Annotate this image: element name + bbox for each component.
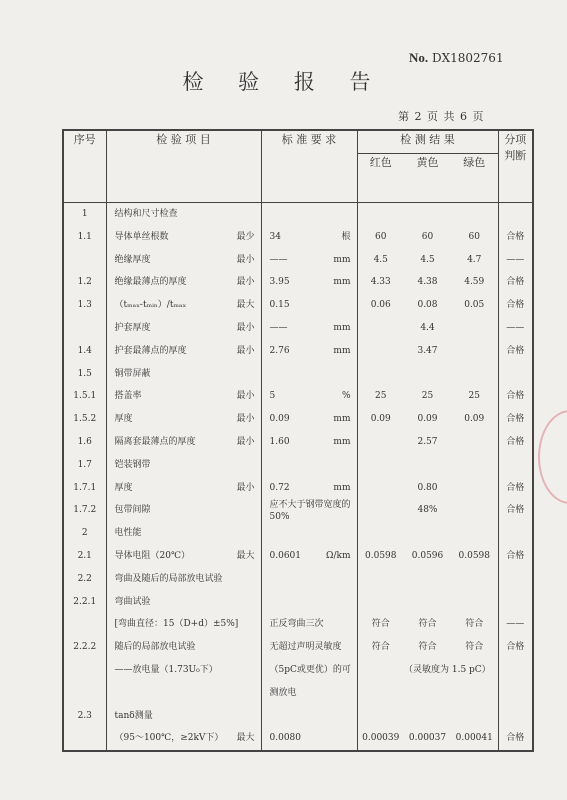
unit-label: mm <box>333 277 351 288</box>
table-cell-item <box>107 454 261 477</box>
table-cell-y <box>404 705 451 728</box>
table-cell-no <box>64 249 106 272</box>
item-label: tanδ测量 <box>114 710 153 721</box>
item-label: 电性能 <box>114 528 142 539</box>
unit-label: mm <box>333 345 351 356</box>
table-cell-j <box>499 363 533 386</box>
table-cell-item <box>107 568 261 591</box>
table-cell-j: 合格 <box>506 482 525 493</box>
table-cell-no: 1.7 <box>77 459 92 470</box>
table-cell-r <box>358 659 405 682</box>
table-cell-no <box>64 659 106 682</box>
std-value: 0.0601 <box>269 550 301 561</box>
table-cell-item <box>107 682 261 705</box>
table-cell-std <box>262 727 357 750</box>
header-red: 红色 <box>357 154 404 203</box>
table-cell-no: 2 <box>81 528 88 539</box>
table-cell-g: 0.0598 <box>458 550 490 561</box>
table-cell-y <box>404 203 451 226</box>
unit-label: Ω/km <box>326 550 351 561</box>
table-cell-no <box>64 613 106 636</box>
table-cell-r <box>358 317 405 340</box>
table-cell-y: 4.38 <box>417 277 438 288</box>
table-cell-std <box>262 226 357 249</box>
table-cell-y <box>404 591 451 614</box>
table-cell-g: 4.59 <box>464 277 485 288</box>
table-cell-r <box>358 522 405 545</box>
table-cell-item <box>107 659 261 682</box>
table-cell-y: 48% <box>417 505 438 516</box>
table-cell-std <box>262 659 357 682</box>
item-label: ——放电量（1.73U₀下） <box>114 664 218 675</box>
table-cell-g <box>451 591 498 614</box>
limit-label: 最大 <box>236 550 255 561</box>
table-cell-std <box>262 408 357 431</box>
header-green: 绿色 <box>451 154 498 203</box>
table-cell-g: 0.05 <box>464 300 485 311</box>
item-label: 随后的局部放电试验 <box>114 642 196 653</box>
unit-label: 根 <box>341 231 351 242</box>
std-value: 无超过声明灵敏度 <box>269 642 342 653</box>
table-cell-j <box>499 591 533 614</box>
table-cell-std <box>262 522 357 545</box>
table-cell-j <box>499 203 533 226</box>
table-cell-y <box>404 454 451 477</box>
table-cell-y: 0.09 <box>417 414 438 425</box>
table-cell-item <box>107 499 261 522</box>
table-cell-no: 2.2.1 <box>73 596 97 607</box>
table-cell-j <box>499 522 533 545</box>
limit-label: 最小 <box>236 254 255 265</box>
table-cell-g <box>451 431 498 454</box>
item-label: 护套厚度 <box>114 322 151 333</box>
item-label: 搭盖率 <box>114 391 142 402</box>
table-cell-std <box>262 203 357 226</box>
table-cell-y: 4.4 <box>420 322 435 333</box>
table-cell-y: 3.47 <box>417 345 438 356</box>
table-cell-y <box>404 682 451 705</box>
table-cell-g: 0.00041 <box>455 733 493 744</box>
limit-label: 最小 <box>236 391 255 402</box>
table-cell-g <box>451 317 498 340</box>
report-number: No. DX1802761 <box>409 50 504 65</box>
table-cell-item <box>107 408 261 431</box>
table-cell-g: 60 <box>468 231 480 242</box>
std-value: 测放电 <box>269 687 297 698</box>
table-cell-std <box>262 613 357 636</box>
item-label: 厚度 <box>114 482 133 493</box>
table-cell-r <box>358 431 405 454</box>
table-cell-std <box>262 454 357 477</box>
table-cell-r: 0.00039 <box>362 733 400 744</box>
item-label: 包带间隙 <box>114 505 151 516</box>
unit-label: % <box>341 391 351 402</box>
table-cell-item <box>107 249 261 272</box>
table-cell-j: 合格 <box>506 231 525 242</box>
table-cell-item <box>107 385 261 408</box>
table-cell-r <box>358 477 405 500</box>
table-cell-item <box>107 613 261 636</box>
table-cell-r <box>358 682 405 705</box>
limit-label: 最小 <box>236 277 255 288</box>
limit-label: 最小 <box>236 414 255 425</box>
table-cell-std <box>262 545 357 568</box>
table-cell-j: 合格 <box>506 550 525 561</box>
table-cell-r: 符合 <box>371 642 390 653</box>
table-cell-y <box>404 568 451 591</box>
table-cell-std <box>262 477 357 500</box>
item-label: 铜带屏蔽 <box>114 368 151 379</box>
table-cell-g: 25 <box>468 391 480 402</box>
unit-label: mm <box>333 414 351 425</box>
table-cell-no: 1.2 <box>77 277 92 288</box>
table-cell-y: 4.5 <box>420 254 435 265</box>
table-cell-y <box>404 363 451 386</box>
table-cell-j: —— <box>506 619 525 630</box>
table-cell-item <box>107 727 261 750</box>
table-cell-j: 合格 <box>506 642 525 653</box>
table-cell-item <box>107 545 261 568</box>
table-cell-y: 0.0596 <box>411 550 444 561</box>
table-cell-y: 符合 <box>418 619 437 630</box>
table-cell-g: 4.7 <box>467 254 482 265</box>
table-cell-y: 0.00037 <box>408 733 447 744</box>
table-cell-no: 1.7.1 <box>73 482 97 493</box>
table-cell-g: 符合 <box>465 642 484 653</box>
std-value: 应不大于钢带宽度的50% <box>269 500 351 523</box>
table-cell-std <box>262 249 357 272</box>
table-cell-std <box>262 705 357 728</box>
table-cell-item <box>107 522 261 545</box>
std-value: 5 <box>269 391 276 402</box>
header-result: 检 测 结 果 <box>357 130 498 154</box>
std-value: 3.95 <box>269 277 290 288</box>
table-cell-no: 1.3 <box>77 300 92 311</box>
seal-stamp <box>538 410 567 504</box>
limit-label: 最小 <box>236 345 255 356</box>
table-cell-j <box>499 682 533 705</box>
table-cell-g <box>451 568 498 591</box>
item-label: 弯曲及随后的局部放电试验 <box>114 573 223 584</box>
std-value: 1.60 <box>269 436 290 447</box>
table-cell-item <box>107 636 261 659</box>
table-cell-j <box>499 659 533 682</box>
table-cell-item <box>107 294 261 317</box>
table-cell-std <box>262 431 357 454</box>
table-cell-g <box>451 499 498 522</box>
table-cell-item <box>107 317 261 340</box>
header-item: 检 验 项 目 <box>106 130 261 203</box>
table-cell-r: 25 <box>375 391 387 402</box>
header-yellow: 黄色 <box>404 154 451 203</box>
table-cell-std <box>262 636 357 659</box>
table-cell-j: 合格 <box>506 300 525 311</box>
table-cell-no: 1 <box>81 209 88 219</box>
table-cell-std <box>262 363 357 386</box>
table-cell-no: 1.4 <box>77 345 92 356</box>
page-title: 检 验 报 告 <box>182 70 385 94</box>
table-cell-g <box>451 454 498 477</box>
table-cell-item <box>107 271 261 294</box>
table-cell-j: —— <box>506 254 525 265</box>
item-label: 绝缘厚度 <box>114 254 151 265</box>
table-cell-std <box>262 682 357 705</box>
table-cell-std <box>262 568 357 591</box>
header-std: 标 准 要 求 <box>261 130 357 203</box>
table-cell-no: 1.5 <box>77 368 92 379</box>
table-cell-r: 60 <box>375 231 387 242</box>
table-cell-std <box>262 340 357 363</box>
item-label: 护套最薄点的厚度 <box>114 345 187 356</box>
table-cell-std <box>262 271 357 294</box>
std-value: 34 <box>269 231 281 242</box>
table-cell-g <box>451 477 498 500</box>
item-label: [弯曲直径：15（D+d）±5%] <box>114 619 239 630</box>
std-value: 0.0080 <box>269 733 301 744</box>
table-cell-r: 0.06 <box>370 300 391 311</box>
unit-label: mm <box>333 436 351 447</box>
table-cell-r: 符合 <box>371 619 390 630</box>
table-cell-r <box>358 568 405 591</box>
table-cell-item <box>107 340 261 363</box>
table-cell-r: 4.5 <box>373 254 388 265</box>
table-cell-no <box>64 727 106 750</box>
table-cell-no: 1.5.2 <box>73 414 97 425</box>
table-cell-item <box>107 477 261 500</box>
page-info: 第 2 页 共 6 页 <box>398 110 485 123</box>
table-cell-no: 2.1 <box>77 550 92 561</box>
table-cell-no <box>64 317 106 340</box>
std-value: 正反弯曲三次 <box>269 619 324 630</box>
table-cell-item <box>107 203 261 226</box>
table-cell-std <box>262 385 357 408</box>
inspection-table <box>62 129 534 752</box>
table-cell-std <box>262 317 357 340</box>
limit-label: 最少 <box>236 231 255 242</box>
table-cell-no: 2.2.2 <box>73 642 97 653</box>
table-cell-g <box>451 705 498 728</box>
table-cell-no: 2.3 <box>77 710 92 721</box>
header-seq: 序号 <box>63 130 106 203</box>
std-value: 0.09 <box>269 414 290 425</box>
limit-label: 最小 <box>236 436 255 447</box>
unit-label: mm <box>333 482 351 493</box>
table-cell-no <box>64 682 106 705</box>
table-cell-r <box>358 363 405 386</box>
table-cell-no: 1.6 <box>77 436 92 447</box>
limit-label: 最小 <box>236 322 255 333</box>
table-cell-no: 1.5.1 <box>73 391 97 402</box>
table-cell-item <box>107 226 261 249</box>
table-cell-j: 合格 <box>506 733 525 744</box>
table-cell-r <box>358 203 405 226</box>
table-cell-y: （灵敏度为 1.5 pC） <box>404 664 491 675</box>
table-cell-std <box>262 499 357 522</box>
table-cell-g <box>451 659 498 682</box>
table-cell-j: 合格 <box>506 345 525 356</box>
table-cell-item <box>107 431 261 454</box>
table-cell-y: 0.08 <box>417 300 438 311</box>
std-value: （5pC或更优）的可 <box>269 664 351 675</box>
unit-label: mm <box>333 322 351 333</box>
table-cell-r: 4.33 <box>370 277 391 288</box>
table-cell-g: 符合 <box>465 619 484 630</box>
item-label: 绝缘最薄点的厚度 <box>114 277 187 288</box>
limit-label: 最大 <box>236 300 255 311</box>
table-cell-j <box>499 568 533 591</box>
table-cell-item <box>107 363 261 386</box>
table-cell-g: 0.09 <box>464 414 485 425</box>
unit-label: mm <box>333 254 351 265</box>
table-cell-j: 合格 <box>506 436 525 447</box>
table-cell-r <box>358 705 405 728</box>
table-cell-item <box>107 591 261 614</box>
table-cell-g <box>451 682 498 705</box>
std-value: 0.72 <box>269 482 290 493</box>
std-value: —— <box>269 322 288 333</box>
table-cell-g <box>451 203 498 226</box>
table-cell-y: 符合 <box>418 642 437 653</box>
item-label: （tₘₐₓ-tₘᵢₙ）/tₘₐₓ <box>114 300 187 311</box>
item-label: 铠装钢带 <box>114 459 151 470</box>
table-cell-y: 60 <box>421 231 434 242</box>
table-cell-j <box>499 705 533 728</box>
table-cell-r <box>358 340 405 363</box>
table-cell-r: 0.0598 <box>365 550 397 561</box>
table-cell-j: —— <box>506 322 525 333</box>
item-label: 导体单丝根数 <box>114 231 169 242</box>
limit-label: 最大 <box>236 733 255 744</box>
table-cell-no: 2.2 <box>77 573 92 584</box>
item-label: （95～100℃，≥2kV下） <box>114 733 224 744</box>
table-cell-g <box>451 363 498 386</box>
table-cell-j: 合格 <box>506 391 525 402</box>
limit-label: 最小 <box>236 482 255 493</box>
std-value: —— <box>269 254 288 265</box>
table-cell-y: 2.57 <box>417 436 438 447</box>
table-cell-y: 25 <box>421 391 434 402</box>
table-cell-j: 合格 <box>506 414 525 425</box>
table-cell-std <box>262 294 357 317</box>
table-cell-item <box>107 705 261 728</box>
table-cell-r: 0.09 <box>370 414 391 425</box>
table-cell-r <box>358 499 405 522</box>
table-cell-j: 合格 <box>506 277 525 288</box>
table-cell-j <box>499 454 533 477</box>
item-label: 结构和尺寸检查 <box>114 209 178 219</box>
table-cell-r <box>358 454 405 477</box>
table-cell-r <box>358 591 405 614</box>
std-value: 2.76 <box>269 345 290 356</box>
table-cell-g <box>451 340 498 363</box>
table-cell-no: 1.1 <box>77 231 92 242</box>
item-label: 导体电阻（20℃） <box>114 550 191 561</box>
item-label: 隔离套最薄点的厚度 <box>114 436 196 447</box>
item-label: 厚度 <box>114 414 133 425</box>
table-cell-no: 1.7.2 <box>73 505 97 516</box>
header-judge: 分项 判断 <box>498 130 533 203</box>
table-cell-std <box>262 591 357 614</box>
table-cell-y: 0.80 <box>417 482 438 493</box>
item-label: 弯曲试验 <box>114 596 151 607</box>
table-cell-y <box>404 522 451 545</box>
table-cell-j: 合格 <box>506 505 525 516</box>
std-value: 0.15 <box>269 300 290 311</box>
table-cell-g <box>451 522 498 545</box>
